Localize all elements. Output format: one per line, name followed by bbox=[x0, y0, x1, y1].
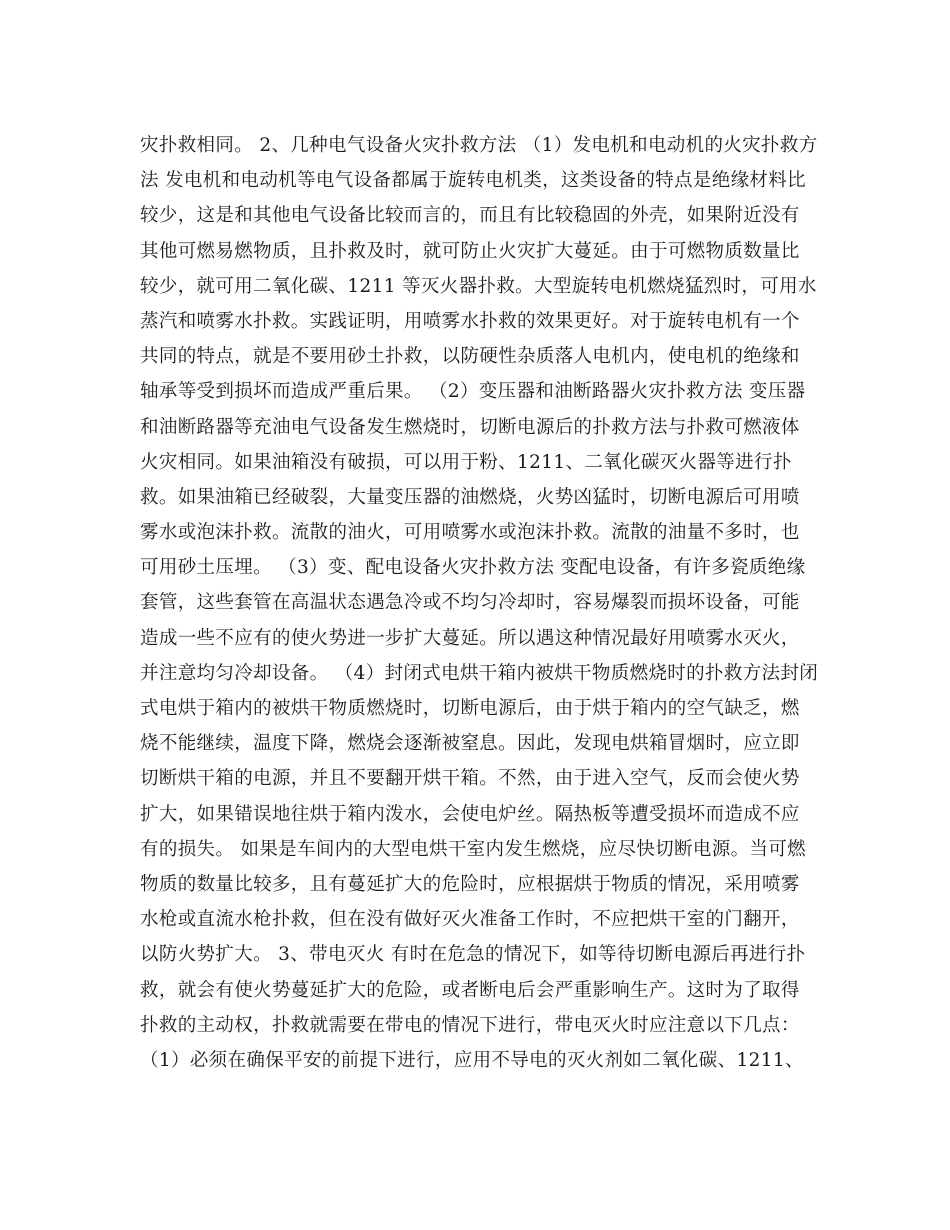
text-line: 切断烘干箱的电源，并且不要翻开烘干箱。不然，由于进入空气，反而会使火势 bbox=[140, 768, 800, 790]
text-line: 蒸汽和喷雾水扑救。实践证明，用喷雾水扑救的效果更好。对于旋转电机有一个 bbox=[140, 310, 800, 332]
text-line: 火灾相同。如果油箱没有破损，可以用于粉、1211、二氧化碳灭火器等进行扑 bbox=[140, 451, 792, 473]
text-line: 以防火势扩大。 3、带电灭火 有时在危急的情况下，如等待切断电源后再进行扑 bbox=[140, 944, 806, 966]
body-text bbox=[140, 128, 820, 1078]
text-line: 轴承等受到损坏而造成严重后果。 （2）变压器和油断路器火灾扑救方法 变压器 bbox=[140, 381, 806, 403]
text-line: 并注意均匀冷却设备。 （4）封闭式电烘干箱内被烘干物质燃烧时的扑救方法封闭 bbox=[140, 662, 819, 684]
text-line: 法 发电机和电动机等电气设备都属于旋转电机类，这类设备的特点是绝缘材料比 bbox=[140, 170, 806, 192]
text-line: 较少，这是和其他电气设备比较而言的，而且有比较稳固的外壳，如果附近没有 bbox=[140, 205, 800, 227]
text-line: 水枪或直流水枪扑救，但在没有做好灭火准备工作时，不应把烘干室的门翻开， bbox=[140, 909, 800, 931]
text-line: 救，就会有使火势蔓延扩大的危险，或者断电后会严重影响生产。这时为了取得 bbox=[140, 979, 800, 1001]
text-line: 烧不能继续，温度下降，燃烧会逐渐被窒息。因此，发现电烘箱冒烟时，应立即 bbox=[140, 733, 800, 755]
text-line: 救。如果油箱已经破裂，大量变压器的油燃烧，火势凶猛时，切断电源后可用喷 bbox=[140, 486, 800, 508]
text-line: 扩大，如果错误地往烘于箱内泼水，会使电炉丝。隔热板等遭受损坏而造成不应 bbox=[140, 803, 800, 825]
text-line: 套管，这些套管在高温状态遇急冷或不均匀冷却时，容易爆裂而损坏设备，可能 bbox=[140, 592, 800, 614]
text-line: 造成一些不应有的使火势进一步扩大蔓延。所以遇这种情况最好用喷雾水灭火， bbox=[140, 627, 800, 649]
text-line: 可用砂土压埋。 （3）变、配电设备火灾扑救方法 变配电设备，有许多瓷质绝缘 bbox=[140, 557, 806, 579]
text-line: 其他可燃易燃物质，且扑救及时，就可防止火灾扩大蔓延。由于可燃物质数量比 bbox=[140, 240, 800, 262]
text-line: 雾水或泡沫扑救。流散的油火，可用喷雾水或泡沫扑救。流散的油量不多时，也 bbox=[140, 522, 800, 544]
text-line: 有的损失。 如果是车间内的大型电烘干室内发生燃烧，应尽快切断电源。当可燃 bbox=[140, 838, 806, 860]
text-line: 式电烘于箱内的被烘干物质燃烧时，切断电源后，由于烘于箱内的空气缺乏，燃 bbox=[140, 698, 800, 719]
text-line: 物质的数量比较多，且有蔓延扩大的危险时，应根据烘于物质的情况，采用喷雾 bbox=[140, 873, 800, 895]
text-line: 灾扑救相同。 2、几种电气设备火灾扑救方法 （1）发电机和电动机的火灾扑救方 bbox=[140, 135, 818, 156]
text-line: 扑救的主动权，扑救就需要在带电的情况下进行，带电灭火时应注意以下几点： bbox=[140, 1014, 800, 1036]
text-line: 共同的特点，就是不要用砂土扑救，以防硬性杂质落人电机内，使电机的绝缘和 bbox=[140, 346, 800, 368]
text-line: 和油断路器等充油电气设备发生燃烧时，切断电源后的扑救方法与扑救可燃液体 bbox=[140, 416, 800, 438]
text-line: （1）必须在确保平安的前提下进行，应用不导电的灭火剂如二氧化碳、1211、 bbox=[140, 1049, 804, 1071]
text-line: 较少，就可用二氧化碳、1211 等灭火器扑救。大型旋转电机燃烧猛烈时，可用水 bbox=[140, 275, 817, 297]
